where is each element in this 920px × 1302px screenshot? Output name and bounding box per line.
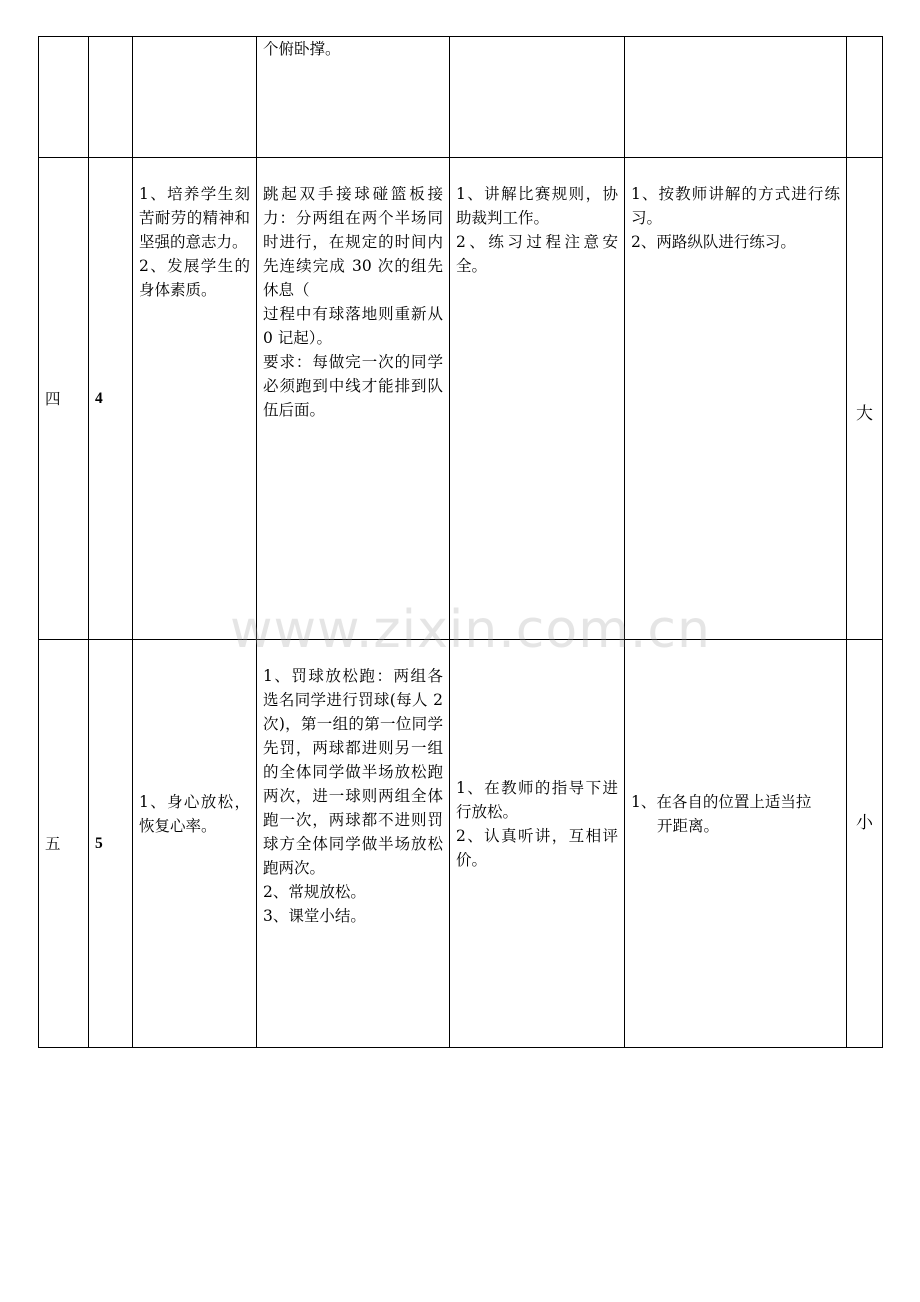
time-cell xyxy=(89,640,133,1048)
student-text: 1、按教师讲解的方式进行练习。 xyxy=(631,185,840,227)
time-cell xyxy=(89,158,133,640)
goal-text: 2、发展学生的身体素质。 xyxy=(139,257,250,299)
content-text: 跳起双手接球碰篮板接力：分两组在两个半场同时进行，在规定的时间内先连续完成 30 次的组先休息（ xyxy=(263,185,443,299)
teacher-cell xyxy=(450,37,625,158)
intensity-cell xyxy=(847,640,883,1048)
intensity-value: 小 xyxy=(856,812,873,833)
content-text: 要求：每做完一次的同学必须跑到中线才能排到队伍后面。 xyxy=(263,353,443,419)
intensity-cell xyxy=(847,37,883,158)
table-row xyxy=(39,158,883,640)
table-row xyxy=(39,37,883,158)
time-value: 4 xyxy=(95,389,103,407)
student-cell xyxy=(625,640,847,1048)
intensity-value: 大 xyxy=(856,403,873,424)
content-text: 个俯卧撑。 xyxy=(263,40,341,58)
stage-cell xyxy=(39,158,89,640)
content-cell xyxy=(257,158,450,640)
watermark: www.zixin.com.cn xyxy=(230,600,711,660)
content-cell xyxy=(257,37,450,158)
content-text: 1、罚球放松跑：两组各选名同学进行罚球(每人 2 次)，第一组的第一位同学先罚，两球都进则另一组的全体同学做半场放松跑两次，进一球则两组全体跑一次，两球都不进则罚球方全体同学做半场放松跑两次。 xyxy=(263,667,443,877)
table-row xyxy=(39,640,883,1048)
content-text: 3、课堂小结。 xyxy=(263,907,366,925)
student-cell xyxy=(625,37,847,158)
teacher-text: 2、认真听讲，互相评价。 xyxy=(456,826,618,869)
student-cell xyxy=(625,158,847,640)
stage-cell xyxy=(39,640,89,1048)
stage-label: 五 xyxy=(45,834,61,853)
student-text: 开距离。 xyxy=(657,816,720,835)
content-text: 过程中有球落地则重新从 0 记起）。 xyxy=(263,305,443,347)
content-text: 2、常规放松。 xyxy=(263,883,366,901)
goal-text: 1、培养学生刻苦耐劳的精神和坚强的意志力。 xyxy=(139,185,250,251)
teacher-cell xyxy=(450,158,625,640)
student-text: 1、在各自的位置上适当拉 xyxy=(631,792,812,811)
time-cell xyxy=(89,37,133,158)
lesson-plan-table xyxy=(38,36,883,1048)
intensity-cell xyxy=(847,158,883,640)
goal-cell xyxy=(133,37,257,158)
stage-label: 四 xyxy=(45,389,61,408)
teacher-text: 1、讲解比赛规则，协助裁判工作。 xyxy=(456,185,618,227)
student-text: 2、两路纵队进行练习。 xyxy=(631,233,796,251)
goal-cell xyxy=(133,158,257,640)
content-cell xyxy=(257,640,450,1048)
teacher-text: 2、练习过程注意安全。 xyxy=(456,233,618,275)
goal-cell xyxy=(133,640,257,1048)
goal-text: 1、身心放松，恢复心率。 xyxy=(139,792,250,835)
time-value: 5 xyxy=(95,834,103,852)
teacher-cell xyxy=(450,640,625,1048)
teacher-text: 1、在教师的指导下进行放松。 xyxy=(456,778,618,821)
stage-cell xyxy=(39,37,89,158)
